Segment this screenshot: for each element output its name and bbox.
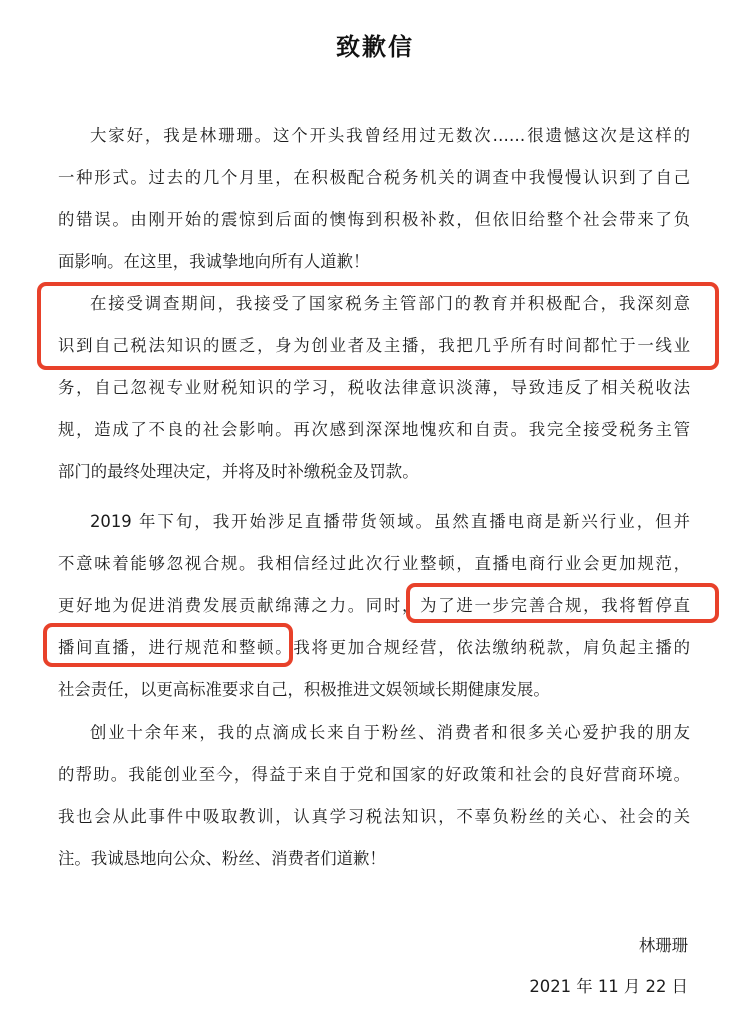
letter-title: 致歉信 — [336, 33, 414, 61]
text-line: 部门的最终处理决定，并将及时补缴税金及罚款。 — [58, 462, 419, 481]
text-line: 规，造成了不良的社会影响。再次感到深深地愧疚和自责。我完全接受税务主管 — [58, 420, 690, 439]
text-line: 的帮助。我能创业至今，得益于来自于党和国家的好政策和社会的良好营商环境。 — [58, 765, 690, 784]
text-line: 注。我诚恳地向公众、粉丝、消费者们道歉！ — [58, 849, 386, 868]
text-line: 识到自己税法知识的匮乏，身为创业者及主播，我把几乎所有时间都忙于一线业 — [58, 336, 690, 355]
text-line: 一种形式。过去的几个月里，在积极配合税务机关的调查中我慢慢认识到了自己 — [58, 168, 690, 187]
text-line: 务，自己忽视专业财税知识的学习，税收法律意识淡薄，导致违反了相关税收法 — [58, 378, 690, 397]
date: 2021 年 11 月 22 日 — [529, 977, 688, 996]
text-line: 大家好，我是林珊珊。这个开头我曾经用过无数次……很遗憾这次是这样的 — [90, 126, 690, 145]
text-line: 创业十余年来，我的点滴成长来自于粉丝、消费者和很多关心爱护我的朋友 — [90, 723, 690, 742]
text-line: 2019 年下旬，我开始涉足直播带货领域。虽然直播电商是新兴行业，但并 — [90, 512, 690, 531]
text-line: 在接受调查期间，我接受了国家税务主管部门的教育并积极配合，我深刻意 — [90, 294, 690, 313]
text-line: 面影响。在这里，我诚挚地向所有人道歉！ — [58, 252, 370, 271]
signature: 林珊珊 — [638, 936, 688, 955]
text-line: 的错误。由刚开始的震惊到后面的懊悔到积极补救，但依旧给整个社会带来了负 — [58, 210, 690, 229]
text-line: 更好地为促进消费发展贡献绵薄之力。同时，为了进一步完善合规，我将暂停直 — [58, 596, 690, 615]
text-line: 社会责任，以更高标准要求自己，积极推进文娱领域长期健康发展。 — [58, 680, 550, 699]
text-line: 播间直播，进行规范和整顿。我将更加合规经营，依法缴纳税款，肩负起主播的 — [58, 638, 690, 657]
text-line: 我也会从此事件中吸取教训，认真学习税法知识，不辜负粉丝的关心、社会的关 — [58, 807, 690, 826]
text-line: 不意味着能够忽视合规。我相信经过此次行业整顿，直播电商行业会更加规范， — [58, 554, 690, 573]
